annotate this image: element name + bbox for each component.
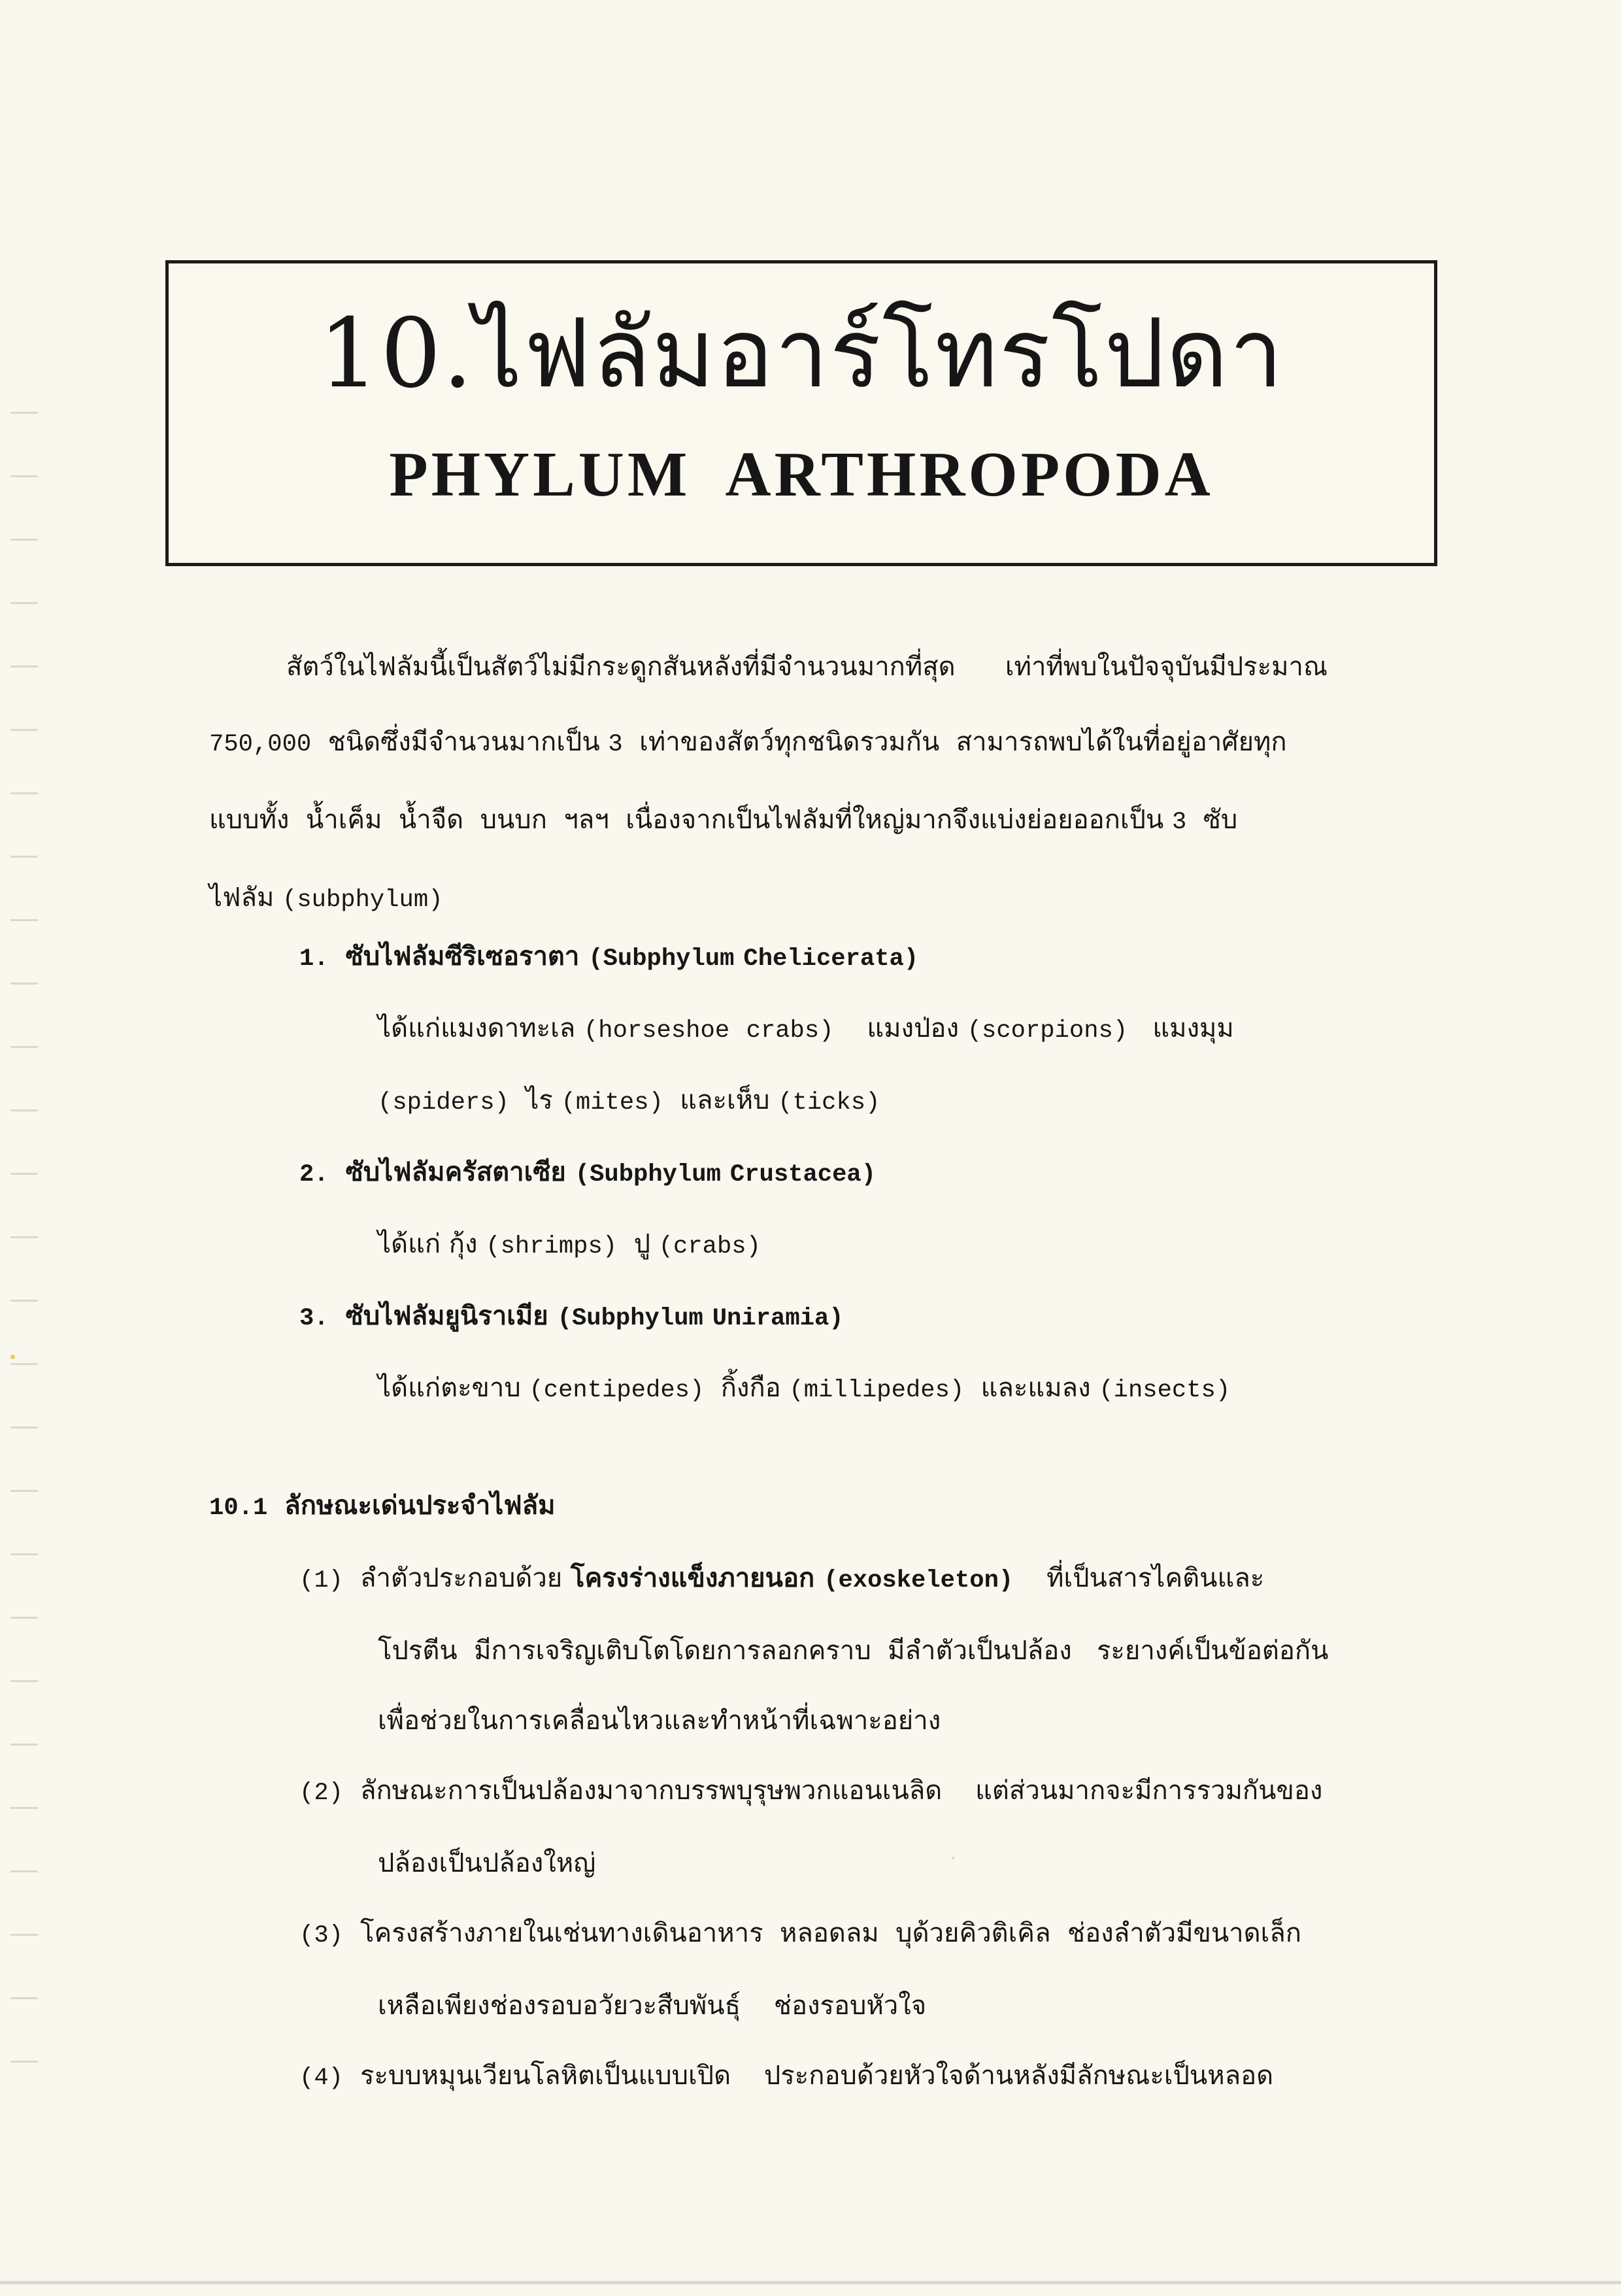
intro-line: สัตว์ในไฟลัมนี้เป็นสัตว์ไม่มีกระดูกสันหลังที่มีจำนวนมากที่สุด เท่าที่พบในปัจจุบันมีประมาณ bbox=[286, 652, 1328, 682]
feature-detail: ปล้องเป็นปล้องใหญ่ bbox=[378, 1848, 596, 1878]
feature-number: (1) bbox=[299, 1567, 343, 1595]
subphylum-heading bbox=[0, 1281, 1582, 1353]
intro-line: แบบทั้ง น้ำเค็ม น้ำจืด บนบก ฯลฯ เนื่องจากเป็นไฟลัมที่ใหญ่มากจึงแบ่งย่อยออกเป็น 3 ซับ bbox=[209, 805, 1238, 836]
section-number: 10.1 bbox=[209, 1494, 268, 1522]
subphylum-number: 2. bbox=[299, 1161, 329, 1189]
feature-text: ลักษณะการเป็นปล้องมาจากบรรพบุรุษพวกแอนเนลิด แต่ส่วนมากจะมีการรวมกันของ bbox=[359, 1776, 1323, 1806]
feature-text: โครงสร้างภายในเช่นทางเดินอาหาร หลอดลม บุด้วยคิวติเคิล ช่องลำตัวมีขนาดเล็ก bbox=[359, 1918, 1302, 1948]
subphylum-detail: ได้แก่แมงดาทะเล (horseshoe crabs) แมงป่อง (scorpions) แมงมุม bbox=[378, 1013, 1234, 1045]
intro-line: ไฟลัม (subphylum) bbox=[209, 883, 443, 914]
subphylum-number: 3. bbox=[299, 1305, 329, 1332]
section-heading bbox=[0, 1471, 1595, 1544]
intro-paragraph bbox=[209, 630, 1441, 938]
chapter-title-box bbox=[165, 260, 1437, 566]
feature-item-line bbox=[0, 1899, 1595, 1971]
feature-number: (4) bbox=[299, 2065, 343, 2092]
subphylum-heading bbox=[0, 1138, 1582, 1209]
feature-item-line bbox=[0, 1544, 1595, 1616]
chapter-title-thai: 10.ไฟลัมอาร์โทรโปดา bbox=[318, 298, 1284, 409]
subphylum-number: 1. bbox=[299, 945, 329, 973]
feature-detail: โปรตีน มีการเจริญเติบโตโดยการลอกคราบ มีลำตัวเป็นปล้อง ระยางค์เป็นข้อต่อกัน bbox=[378, 1636, 1329, 1666]
subphylum-heading bbox=[0, 922, 1582, 994]
subphylum-detail: ได้แก่ กุ้ง (shrimps) ปู (crabs) bbox=[378, 1229, 761, 1260]
intro-line: 750,000 ชนิดซึ่งมีจำนวนมากเป็น 3 เท่าของสัตว์ทุกชนิดรวมกัน สามารถพบได้ในที่อยู่อาศัยทุก bbox=[209, 727, 1287, 758]
feature-text: ลำตัวประกอบด้วย bbox=[359, 1563, 571, 1593]
feature-text-bold: โครงร่างแข็งภายนอก (exoskeleton) bbox=[570, 1563, 1014, 1595]
subphylum-list bbox=[0, 922, 1582, 1425]
feature-detail: เหลือเพียงช่องรอบอวัยวะสืบพันธุ์ ช่องรอบหัวใจ bbox=[378, 1991, 927, 2021]
subphylum-name: ซับไฟลัมยูนิราเมีย (Subphylum Uniramia) bbox=[345, 1301, 844, 1332]
feature-detail: เพื่อช่วยในการเคลื่อนไหวและทำหน้าที่เฉพาะอย่าง bbox=[378, 1706, 941, 1736]
feature-number: (3) bbox=[299, 1922, 343, 1950]
subphylum-name: ซับไฟลัมซีริเซอราตา (Subphylum Chelicerata) bbox=[345, 941, 919, 973]
chapter-title-english: PHYLUM ARTHROPODA bbox=[389, 439, 1214, 509]
subphylum-name: ซับไฟลัมครัสตาเซีย (Subphylum Crustacea) bbox=[345, 1157, 877, 1189]
section-10-1 bbox=[0, 1471, 1595, 2114]
feature-item-line bbox=[0, 1756, 1595, 1829]
subphylum-detail: (spiders) ไร (mites) และเห็บ (ticks) bbox=[378, 1085, 880, 1117]
feature-text: ระบบหมุนเวียนโลหิตเป็นแบบเปิด ประกอบด้วยหัวใจด้านหลังมีลักษณะเป็นหลอด bbox=[359, 2061, 1274, 2091]
feature-number: (2) bbox=[299, 1780, 343, 1807]
feature-text: ที่เป็นสารไคตินและ bbox=[1013, 1563, 1265, 1593]
section-title: ลักษณะเด่นประจำไฟลัม bbox=[284, 1491, 556, 1521]
feature-item-line bbox=[0, 2041, 1595, 2114]
subphylum-detail: ได้แก่ตะขาบ (centipedes) กิ้งกือ (millipedes) และแมลง (insects) bbox=[378, 1373, 1231, 1404]
scan-paper-edge bbox=[0, 2281, 1621, 2284]
